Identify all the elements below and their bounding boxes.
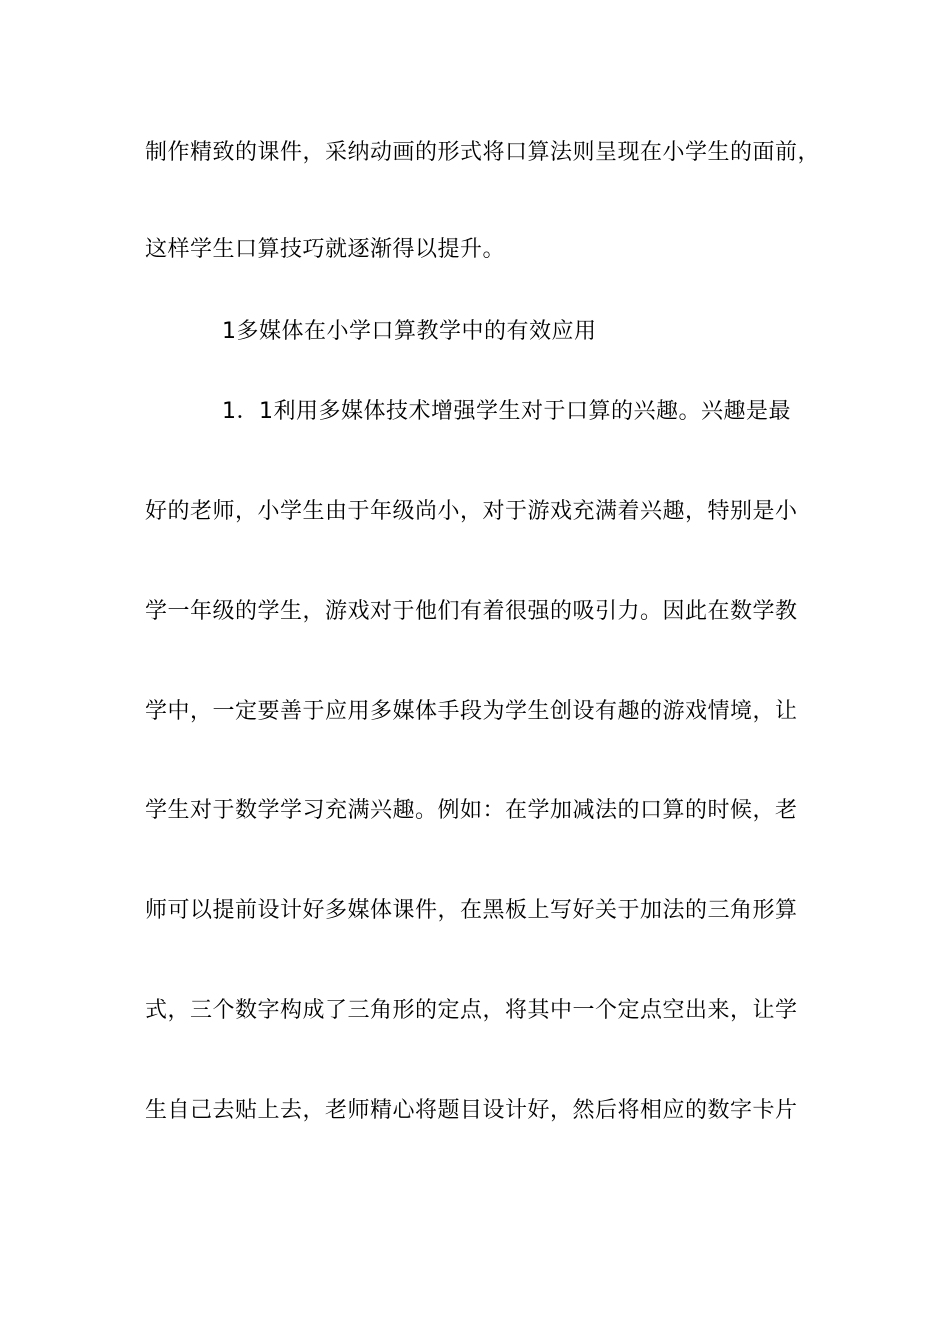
paragraph-line: 学生对于数学学习充满兴趣。例如：在学加减法的口算的时候，老 <box>145 798 798 823</box>
paragraph-line: 这样学生口算技巧就逐渐得以提升。 <box>145 237 506 262</box>
section-heading: 1多媒体在小学口算教学中的有效应用 <box>222 319 597 344</box>
paragraph-line: 式，三个数字构成了三角形的定点，将其中一个定点空出来，让学 <box>145 998 798 1023</box>
subsection-heading-line: 1．1利用多媒体技术增强学生对于口算的兴趣。兴趣是最 <box>222 399 791 424</box>
paragraph-line: 学中，一定要善于应用多媒体手段为学生创设有趣的游戏情境，让 <box>145 699 798 724</box>
paragraph-line: 学一年级的学生，游戏对于他们有着很强的吸引力。因此在数学教 <box>145 599 798 624</box>
paragraph-line: 好的老师，小学生由于年级尚小，对于游戏充满着兴趣，特别是小 <box>145 499 798 524</box>
paragraph-line: 生自己去贴上去，老师精心将题目设计好，然后将相应的数字卡片 <box>145 1098 798 1123</box>
paragraph-line: 制作精致的课件，采纳动画的形式将口算法则呈现在小学生的面前， <box>145 140 821 165</box>
paragraph-line: 师可以提前设计好多媒体课件，在黑板上写好关于加法的三角形算 <box>145 898 798 923</box>
